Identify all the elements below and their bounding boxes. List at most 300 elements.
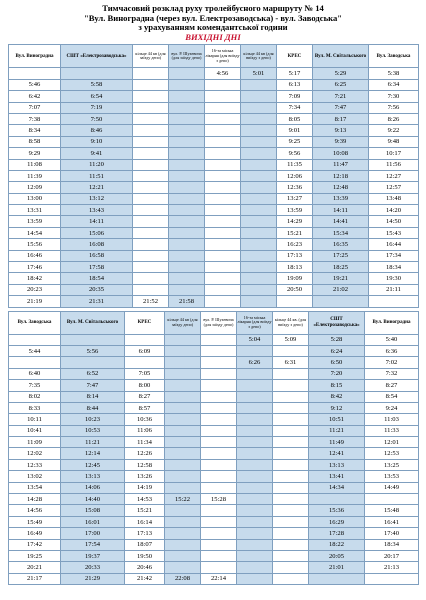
table-row [9, 273, 419, 284]
time-cell: 6:13 [277, 79, 313, 90]
time-cell [273, 562, 309, 573]
table-row [9, 448, 419, 459]
time-cell: 7:21 [313, 91, 369, 102]
time-cell: 7:07 [9, 102, 61, 113]
time-cell [205, 148, 241, 159]
time-cell [369, 296, 419, 307]
time-cell: 13:43 [61, 205, 133, 216]
time-cell [313, 296, 369, 307]
time-cell [237, 562, 273, 573]
time-cell [165, 482, 201, 493]
time-cell: 7:32 [365, 368, 419, 379]
column-header: вул. Р. Шухевича (для заїзду депо) [169, 45, 205, 68]
time-cell: 21:11 [369, 284, 419, 295]
time-cell [309, 573, 365, 584]
time-cell [273, 482, 309, 493]
time-cell: 8:58 [9, 136, 61, 147]
time-cell: 5:58 [61, 79, 133, 90]
time-cell: 7:09 [277, 91, 313, 102]
time-cell [241, 136, 277, 147]
time-cell: 15:06 [61, 227, 133, 238]
time-cell: 5:44 [9, 345, 61, 356]
time-cell: 17:40 [365, 528, 419, 539]
time-cell [201, 345, 237, 356]
time-cell: 12:06 [277, 170, 313, 181]
time-cell: 12:02 [9, 448, 61, 459]
time-cell [201, 391, 237, 402]
time-cell: 12:36 [277, 182, 313, 193]
time-cell [125, 357, 165, 368]
table-row [9, 79, 419, 90]
time-cell [273, 368, 309, 379]
time-cell [205, 205, 241, 216]
time-cell: 13:39 [313, 193, 369, 204]
time-cell [201, 380, 237, 391]
time-cell: 14:53 [125, 494, 165, 505]
time-cell: 19:21 [313, 273, 369, 284]
time-cell: 11:35 [277, 159, 313, 170]
time-cell [241, 250, 277, 261]
time-cell: 8:17 [313, 113, 369, 124]
time-cell [273, 539, 309, 550]
time-cell [201, 448, 237, 459]
time-cell [125, 334, 165, 345]
time-cell: 19:09 [277, 273, 313, 284]
table-row [9, 528, 419, 539]
table-row [9, 102, 419, 113]
time-cell: 12:57 [369, 182, 419, 193]
time-cell: 12:18 [313, 170, 369, 181]
time-cell: 15:34 [313, 227, 369, 238]
time-cell: 13:54 [9, 482, 61, 493]
time-cell: 15:21 [277, 227, 313, 238]
column-header: Вул. Заводська [369, 45, 419, 68]
time-cell [133, 284, 169, 295]
time-cell: 14:28 [9, 494, 61, 505]
time-cell: 20:17 [365, 551, 419, 562]
time-cell: 13:00 [9, 193, 61, 204]
time-cell: 6:52 [61, 368, 125, 379]
time-cell [133, 262, 169, 273]
time-cell [365, 494, 419, 505]
time-cell: 7:02 [365, 357, 419, 368]
time-cell [237, 368, 273, 379]
time-cell: 13:02 [9, 471, 61, 482]
time-cell [165, 368, 201, 379]
time-cell [205, 273, 241, 284]
time-cell: 17:46 [9, 262, 61, 273]
time-cell: 15:49 [9, 516, 61, 527]
time-cell: 7:56 [369, 102, 419, 113]
time-cell [133, 227, 169, 238]
time-cell: 9:24 [365, 402, 419, 413]
time-cell: 11:39 [9, 170, 61, 181]
time-cell [273, 516, 309, 527]
time-cell [133, 273, 169, 284]
time-cell: 5:40 [365, 334, 419, 345]
time-cell: 14:11 [313, 205, 369, 216]
column-header: СШТ «Електрозаводська» [309, 311, 365, 334]
header-route: "Вул. Виноградна (через вул. Електрозаводська) - вул. Заводська" [83, 12, 343, 23]
time-cell: 16:41 [365, 516, 419, 527]
time-cell: 18:54 [61, 273, 133, 284]
time-cell [169, 273, 205, 284]
time-cell [241, 182, 277, 193]
time-cell [169, 79, 205, 90]
time-cell: 5:38 [369, 68, 419, 79]
time-cell [205, 136, 241, 147]
time-cell: 12:48 [313, 182, 369, 193]
time-cell [201, 482, 237, 493]
time-cell [133, 250, 169, 261]
time-cell [9, 334, 61, 345]
time-cell: 13:48 [369, 193, 419, 204]
time-cell [241, 148, 277, 159]
time-cell [205, 159, 241, 170]
time-cell: 18:25 [313, 262, 369, 273]
time-cell: 8:54 [365, 391, 419, 402]
time-cell: 14:50 [369, 216, 419, 227]
time-cell: 21:52 [133, 296, 169, 307]
time-cell [273, 402, 309, 413]
time-cell: 22:14 [201, 573, 237, 584]
timetable-direction-2 [8, 311, 419, 586]
time-cell [241, 193, 277, 204]
time-cell: 19:25 [9, 551, 61, 562]
time-cell: 8:27 [125, 391, 165, 402]
time-cell [169, 193, 205, 204]
time-cell: 18:34 [369, 262, 419, 273]
time-cell: 7:38 [9, 113, 61, 124]
time-cell [205, 170, 241, 181]
time-cell [237, 459, 273, 470]
time-cell: 15:43 [369, 227, 419, 238]
time-cell: 10:53 [61, 425, 125, 436]
time-cell: 6:54 [61, 91, 133, 102]
time-cell: 13:26 [125, 471, 165, 482]
time-cell: 11:21 [61, 437, 125, 448]
time-cell: 11:08 [9, 159, 61, 170]
time-cell [237, 573, 273, 584]
table-row [9, 159, 419, 170]
timetable-1-body [9, 45, 419, 307]
time-cell [133, 79, 169, 90]
table-row [9, 193, 419, 204]
time-cell [277, 296, 313, 307]
column-header: вул. Р. Шухевича (для заїзду депо) [201, 311, 237, 334]
time-cell [165, 471, 201, 482]
time-cell: 12:27 [369, 170, 419, 181]
time-cell: 13:12 [61, 193, 133, 204]
time-cell [273, 459, 309, 470]
time-cell [169, 102, 205, 113]
time-cell [241, 273, 277, 284]
time-cell [205, 262, 241, 273]
time-cell [205, 91, 241, 102]
time-cell [205, 182, 241, 193]
time-cell [133, 193, 169, 204]
time-cell [273, 505, 309, 516]
column-header: 16-та міська лікарня (для виїзду з депо) [237, 311, 273, 334]
time-cell [237, 391, 273, 402]
time-cell [133, 113, 169, 124]
table-row [9, 516, 419, 527]
time-cell [165, 562, 201, 573]
column-header: кільце 44 кв (для заїзду депо) [133, 45, 169, 68]
column-header: КРЕС [277, 45, 313, 68]
time-cell: 11:49 [309, 437, 365, 448]
time-cell [205, 125, 241, 136]
time-cell: 14:49 [365, 482, 419, 493]
table-row [9, 414, 419, 425]
time-cell [133, 205, 169, 216]
time-cell [273, 391, 309, 402]
time-cell: 19:30 [369, 273, 419, 284]
time-cell: 8:33 [9, 402, 61, 413]
time-cell: 9:10 [61, 136, 133, 147]
time-cell [273, 448, 309, 459]
time-cell: 10:23 [61, 414, 125, 425]
time-cell [205, 193, 241, 204]
time-cell: 14:06 [61, 482, 125, 493]
time-cell: 10:51 [309, 414, 365, 425]
table-row [9, 494, 419, 505]
time-cell: 18:34 [365, 539, 419, 550]
time-cell [273, 573, 309, 584]
time-cell: 17:28 [309, 528, 365, 539]
time-cell: 6:26 [237, 357, 273, 368]
time-cell: 16:23 [277, 239, 313, 250]
time-cell: 9:48 [369, 136, 419, 147]
time-cell [169, 284, 205, 295]
time-cell [241, 205, 277, 216]
time-cell: 8:15 [309, 380, 365, 391]
time-cell [237, 414, 273, 425]
time-cell: 12:14 [61, 448, 125, 459]
time-cell [273, 345, 309, 356]
time-cell [237, 380, 273, 391]
time-cell [241, 216, 277, 227]
time-cell [273, 380, 309, 391]
time-cell: 16:14 [125, 516, 165, 527]
time-cell [165, 357, 201, 368]
time-cell [273, 414, 309, 425]
time-cell: 8:27 [365, 380, 419, 391]
time-cell [273, 471, 309, 482]
time-cell: 16:29 [309, 516, 365, 527]
time-cell: 20:05 [309, 551, 365, 562]
time-cell: 17:00 [61, 528, 125, 539]
time-cell: 15:56 [9, 239, 61, 250]
time-cell: 12:09 [9, 182, 61, 193]
time-cell [165, 380, 201, 391]
time-cell: 14:34 [309, 482, 365, 493]
time-cell: 14:11 [61, 216, 133, 227]
time-cell: 15:22 [165, 494, 201, 505]
time-cell: 18:42 [9, 273, 61, 284]
time-cell [165, 334, 201, 345]
time-cell: 11:34 [125, 437, 165, 448]
table-row [9, 551, 419, 562]
time-cell: 21:13 [365, 562, 419, 573]
time-cell: 11:03 [365, 414, 419, 425]
time-cell: 20:35 [61, 284, 133, 295]
time-cell [165, 551, 201, 562]
time-cell: 5:28 [309, 334, 365, 345]
time-cell: 5:29 [313, 68, 369, 79]
time-cell: 11:33 [365, 425, 419, 436]
time-cell [241, 239, 277, 250]
time-cell [201, 437, 237, 448]
time-cell [273, 528, 309, 539]
time-cell: 16:58 [61, 250, 133, 261]
time-cell: 11:20 [61, 159, 133, 170]
time-cell [237, 494, 273, 505]
time-cell: 10:41 [9, 425, 61, 436]
time-cell [241, 159, 277, 170]
time-cell: 16:08 [61, 239, 133, 250]
header-weekend-label: ВИХІДНІ ДНІ [185, 31, 241, 42]
time-cell: 5:46 [9, 79, 61, 90]
time-cell [273, 425, 309, 436]
time-cell: 9:29 [9, 148, 61, 159]
time-cell [205, 102, 241, 113]
time-cell: 13:25 [365, 459, 419, 470]
column-header: СШТ «Електрозаводська» [61, 45, 133, 68]
time-cell: 11:21 [309, 425, 365, 436]
time-cell: 16:49 [9, 528, 61, 539]
time-cell: 12:58 [125, 459, 165, 470]
time-cell [237, 402, 273, 413]
time-cell: 14:56 [9, 505, 61, 516]
time-cell: 21:17 [9, 573, 61, 584]
time-cell: 14:20 [369, 205, 419, 216]
table-row [9, 113, 419, 124]
time-cell: 9:01 [277, 125, 313, 136]
time-cell [201, 539, 237, 550]
table-row [9, 425, 419, 436]
time-cell: 17:54 [61, 539, 125, 550]
time-cell [133, 216, 169, 227]
time-cell [237, 551, 273, 562]
column-header: КРЕС [125, 311, 165, 334]
time-cell: 8:14 [61, 391, 125, 402]
time-cell: 13:27 [277, 193, 313, 204]
time-cell: 12:41 [309, 448, 365, 459]
time-cell [237, 539, 273, 550]
time-cell [133, 182, 169, 193]
time-cell [241, 79, 277, 90]
time-cell: 16:35 [313, 239, 369, 250]
time-cell [165, 414, 201, 425]
time-cell [133, 125, 169, 136]
time-cell: 20:33 [61, 562, 125, 573]
time-cell: 15:28 [201, 494, 237, 505]
time-cell [201, 334, 237, 345]
table-row [9, 296, 419, 307]
time-cell: 9:25 [277, 136, 313, 147]
table-row [9, 380, 419, 391]
time-cell [61, 334, 125, 345]
time-cell: 6:34 [369, 79, 419, 90]
time-cell [205, 113, 241, 124]
time-cell: 11:09 [9, 437, 61, 448]
time-cell: 10:36 [125, 414, 165, 425]
time-cell: 13:41 [309, 471, 365, 482]
time-cell: 5:01 [241, 68, 277, 79]
time-cell: 11:51 [61, 170, 133, 181]
table-row [9, 262, 419, 273]
timetable-2-body [9, 311, 419, 585]
table-row [9, 573, 419, 584]
table-row [9, 562, 419, 573]
time-cell: 8:05 [277, 113, 313, 124]
time-cell [169, 91, 205, 102]
time-cell [273, 551, 309, 562]
time-cell: 8:42 [309, 391, 365, 402]
column-header: Вул. Виноградна [365, 311, 419, 334]
table-row [9, 345, 419, 356]
time-cell: 13:13 [61, 471, 125, 482]
time-cell [201, 368, 237, 379]
time-cell: 20:21 [9, 562, 61, 573]
time-cell: 6:40 [9, 368, 61, 379]
time-cell: 7:47 [61, 380, 125, 391]
time-cell [169, 125, 205, 136]
time-cell: 12:21 [61, 182, 133, 193]
time-cell: 17:34 [369, 250, 419, 261]
time-cell [9, 68, 61, 79]
time-cell: 12:01 [365, 437, 419, 448]
time-cell [169, 205, 205, 216]
table-row [9, 205, 419, 216]
table-row [9, 91, 419, 102]
time-cell [237, 345, 273, 356]
time-cell: 12:53 [365, 448, 419, 459]
time-cell: 21:19 [9, 296, 61, 307]
time-cell [169, 250, 205, 261]
time-cell: 5:17 [277, 68, 313, 79]
time-cell: 6:42 [9, 91, 61, 102]
table-row [9, 170, 419, 181]
time-cell: 6:09 [125, 345, 165, 356]
time-cell: 12:26 [125, 448, 165, 459]
time-cell: 17:25 [313, 250, 369, 261]
time-cell [273, 494, 309, 505]
time-cell: 7:35 [9, 380, 61, 391]
time-cell [165, 345, 201, 356]
time-cell: 5:56 [61, 345, 125, 356]
time-cell: 7:47 [313, 102, 369, 113]
time-cell: 7:20 [309, 368, 365, 379]
table-row [9, 239, 419, 250]
column-header: кільце 44 кв (для виїзду з депо) [241, 45, 277, 68]
time-cell [169, 68, 205, 79]
time-cell [241, 113, 277, 124]
time-cell: 16:01 [61, 516, 125, 527]
time-cell [133, 239, 169, 250]
time-cell [241, 125, 277, 136]
time-cell: 7:05 [125, 368, 165, 379]
time-cell [169, 182, 205, 193]
time-cell: 18:22 [309, 539, 365, 550]
time-cell: 13:31 [9, 205, 61, 216]
time-cell [201, 551, 237, 562]
time-cell [133, 170, 169, 181]
time-cell [133, 136, 169, 147]
time-cell [237, 516, 273, 527]
time-cell [133, 159, 169, 170]
